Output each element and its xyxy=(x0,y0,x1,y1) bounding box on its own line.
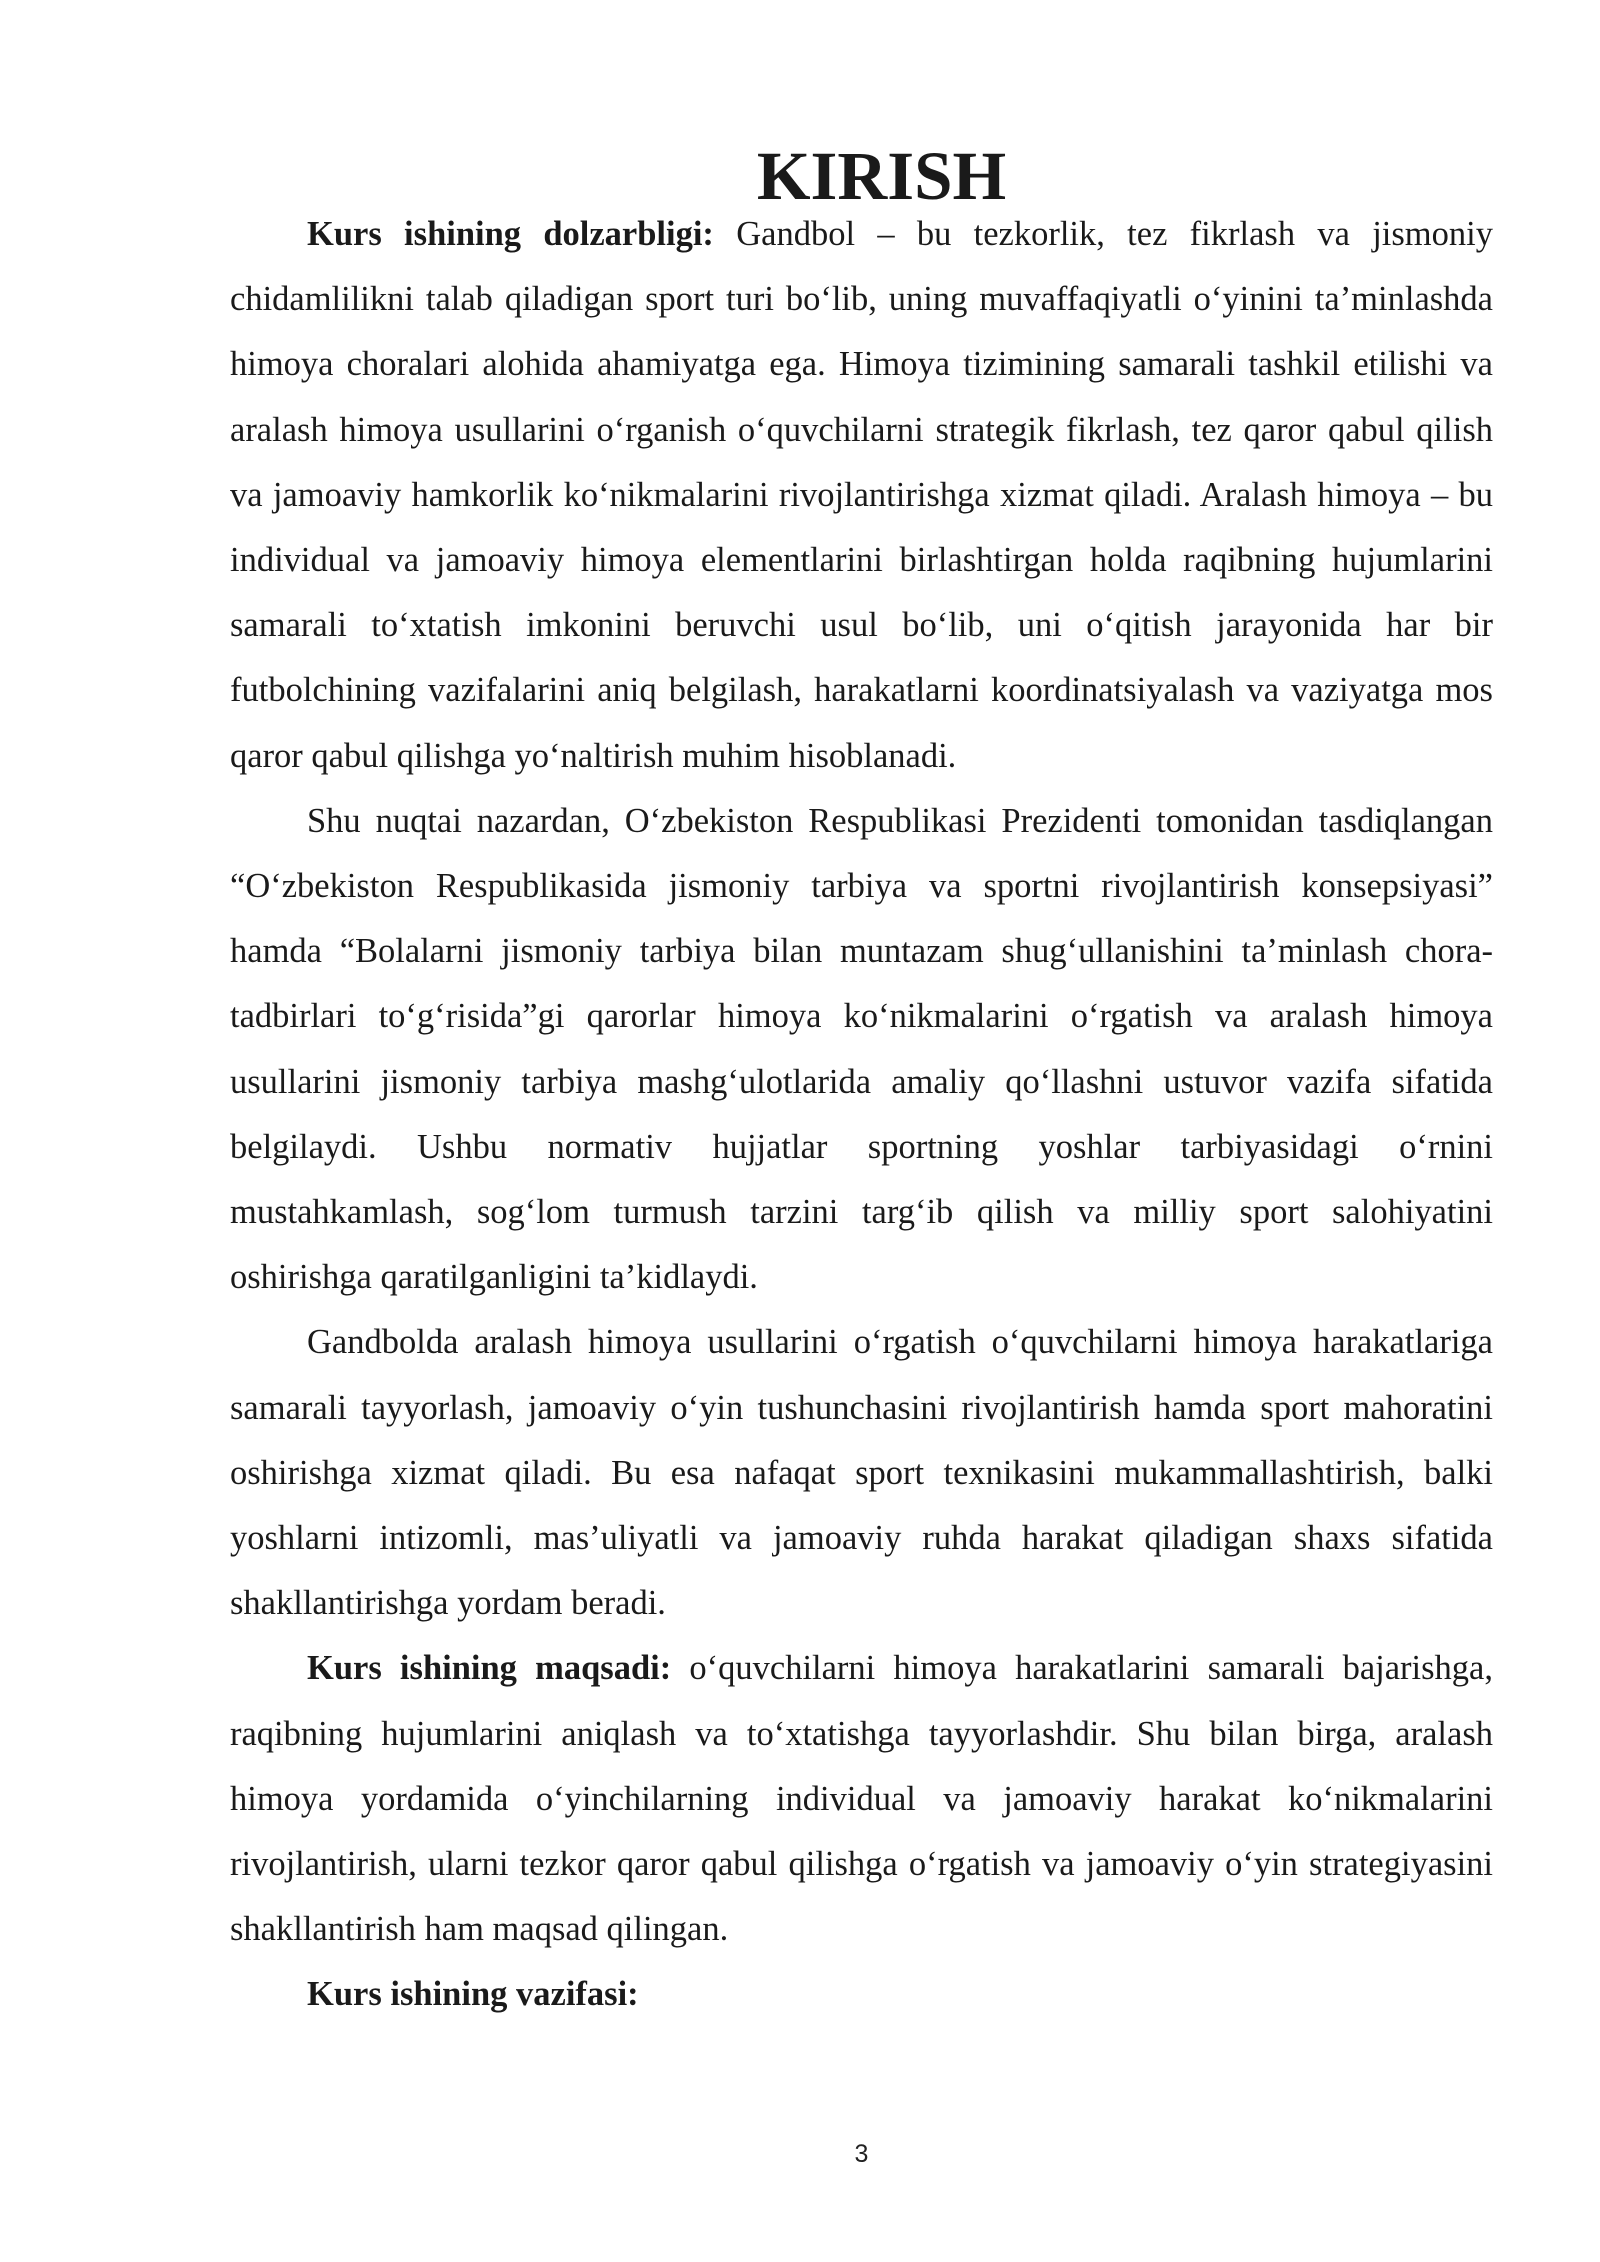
paragraph-label: Kurs ishining maqsadi: xyxy=(307,1649,672,1688)
paragraph-label: Kurs ishining dolzarbligi: xyxy=(307,215,714,253)
paragraph-text: o‘quvchilarni himoya harakatlarini samarali bajarishga, raqibning hujumlarini aniqlash va to‘xtatishga tayyorlashdir. Shu bilan birga, aralash himoya yordamida o‘yinchilarning individual va jamoaviy harakat ko‘nikmalarini rivojlantirish, ularni tezkor qaror qabul qilishga o‘rgatish va jamoaviy o‘yin strategiyasini shakllantirish ham maqsad qilingan. xyxy=(230,1649,1493,1949)
paragraph-text: Shu nuqtai nazardan, O‘zbekiston Respublikasi Prezidenti tomonidan tasdiqlangan “O‘zbekiston Respublikasida jismoniy tarbiya va sportni rivojlantirish konsepsiyasi” hamda “Bolalarni jismoniy tarbiya bilan muntazam shug‘ullanishini ta’minlash chora-tadbirlari to‘g‘risida”gi qarorlar himoya ko‘nikmalarini o‘rgatish va aralash himoya usullarini jismoniy tarbiya mashg‘ulotlarida amaliy qo‘llashni ustuvor vazifa sifatida belgilaydi. Ushbu normativ hujjatlar sportning yoshlar tarbiyasidagi o‘rnini mustahkamlash, sog‘lom turmush tarzini targ‘ib qilish va milliy sport salohiyatini oshirishga qaratilganligini ta’kidlaydi. xyxy=(230,801,1493,1297)
task-heading: Kurs ishining vazifasi: xyxy=(307,1975,639,2014)
paragraph-goal xyxy=(230,1636,1493,1962)
paragraph-text: Gandbolda aralash himoya usullarini o‘rgatish o‘quvchilarni himoya harakatlariga samarali tayyorlash, jamoaviy o‘yin tushunchasini rivojlantirish hamda sport mahoratini oshirishga xizmat qiladi. Bu esa nafaqat sport texnikasini mukammallashtirish, balki yoshlarni intizomli, mas’uliyatli va jamoaviy ruhda harakat qiladigan shaxs sifatida shakllantirishga yordam beradi. xyxy=(230,1323,1493,1623)
paragraph-relevance xyxy=(230,202,1493,789)
paragraph-importance xyxy=(230,1310,1493,1636)
paragraph-legal-basis xyxy=(230,789,1493,1311)
document-page xyxy=(230,138,1493,2028)
page-number: 3 xyxy=(854,2140,869,2168)
document-title: KIRISH xyxy=(756,138,1007,214)
paragraph-text: Gandbol – bu tezkorlik, tez fikrlash va jismoniy chidamlilikni talab qiladigan sport turi bo‘lib, uning muvaffaqiyatli o‘yinini ta’minlashda himoya choralari alohida ahamiyatga ega. Himoya tizimining samarali tashkil etilishi va aralash himoya usullarini o‘rganish o‘quvchilarni strategik fikrlash, tez qaror qabul qilish va jamoaviy hamkorlik ko‘nikmalarini rivojlantirishga xizmat qiladi. Aralash himoya – bu individual va jamoaviy himoya elementlarini birlashtirgan holda raqibning hujumlarini samarali to‘xtatish imkonini beruvchi usul bo‘lib, uni o‘qitish jarayonida har bir futbolchining vazifalarini aniq belgilash, harakatlarni koordinatsiyalash va vaziyatga mos qaror qabul qilishga yo‘naltirish muhim hisoblanadi. xyxy=(230,215,1493,775)
